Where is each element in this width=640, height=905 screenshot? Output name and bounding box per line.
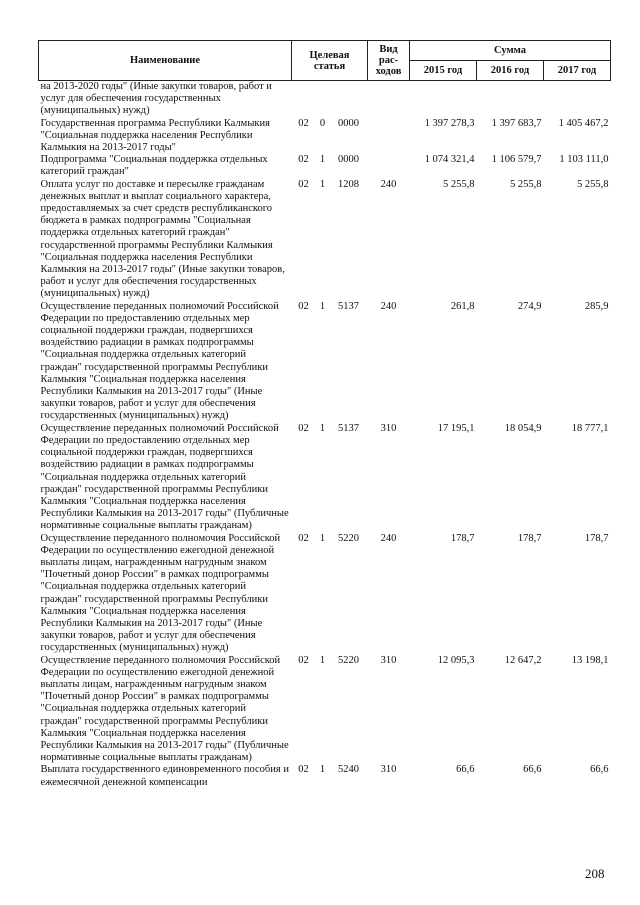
row-expense-type: 240 <box>380 532 397 544</box>
row-amount-2017: 5 255,8 <box>577 178 609 190</box>
row-amount-2017: 66,6 <box>590 764 609 776</box>
row-amount-2017: 285,9 <box>584 300 609 312</box>
row-amount-2015: 5 255,8 <box>443 178 475 190</box>
row-subprogram-code: 1 <box>319 300 326 312</box>
header-sum: Сумма <box>410 41 611 61</box>
row-amount-2017: 18 777,1 <box>571 422 609 434</box>
row-direction-code: 5220 <box>338 532 359 544</box>
row-subprogram-code <box>316 81 330 118</box>
row-program-code: 02 <box>298 154 309 166</box>
row-amount-2016: 12 647,2 <box>504 654 542 666</box>
row-subprogram-code: 1 <box>319 178 326 190</box>
table-row <box>39 764 611 788</box>
row-direction-code: 5240 <box>338 764 359 776</box>
row-expense-type <box>368 118 410 155</box>
table-row <box>39 655 611 765</box>
row-direction-code: 5220 <box>338 654 359 666</box>
row-amount-2015: 1 397 278,3 <box>424 117 475 129</box>
row-program-code: 02 <box>298 300 309 312</box>
row-expense-type: 310 <box>380 654 397 666</box>
row-amount-2017: 13 198,1 <box>571 654 609 666</box>
row-amount-2017: 1 103 111,0 <box>559 154 609 166</box>
table-row <box>39 301 611 423</box>
row-subprogram-code: 1 <box>319 154 326 166</box>
row-program-code <box>292 81 316 118</box>
row-amount-2016: 1 106 579,7 <box>491 154 542 166</box>
header-target-article: Целевая статья <box>292 41 368 81</box>
header-year-2015: 2015 год <box>410 61 477 81</box>
row-name: Выплата государственного единовременного пособия и ежемесячной денежной компенсации <box>40 764 289 788</box>
row-name: Государственная программа Республики Калмыкия "Социальная поддержка населения Республики Калмыкия на 2013-2017 годы" <box>40 117 270 154</box>
table-row <box>39 423 611 533</box>
row-expense-type <box>368 81 410 118</box>
row-direction-code: 1208 <box>338 178 359 190</box>
row-name: на 2013-2020 годы" (Иные закупки товаров, работ и услуг для обеспечения государственных (муниципальных) нужд) <box>40 81 272 117</box>
header-name: Наименование <box>39 41 292 81</box>
row-expense-type <box>368 154 410 178</box>
row-program-code: 02 <box>298 764 309 776</box>
row-direction-code: 5137 <box>338 300 359 312</box>
row-amount-2017 <box>544 81 611 118</box>
row-name: Оплата услуг по доставке и пересылке гражданам денежных выплат и выплат социального характера, предоставляемых за счет средств республиканского бюджета в рамках подпрограммы "Социальная поддержка отдельных категорий граждан" государственной программы Республики Калмыкия "Социальная поддержка населения Республики Калмыкия на 2013-2017 годы" (Иные закупки товаров, работ и услуг для обеспечения государственных (муниципальных) нужд) <box>40 178 285 300</box>
row-direction-code: 0000 <box>338 117 359 129</box>
table-row <box>39 179 611 301</box>
table-row <box>39 533 611 655</box>
row-amount-2016 <box>477 81 544 118</box>
row-amount-2016: 178,7 <box>517 532 542 544</box>
header-expense-type: Вид рас-ходов <box>368 41 410 81</box>
row-amount-2017: 1 405 467,2 <box>558 117 609 129</box>
row-amount-2015: 261,8 <box>450 300 475 312</box>
row-amount-2016: 66,6 <box>523 764 542 776</box>
row-amount-2015: 66,6 <box>456 764 475 776</box>
row-amount-2016: 5 255,8 <box>510 178 542 190</box>
row-subprogram-code: 1 <box>319 764 326 776</box>
row-amount-2017: 178,7 <box>584 532 609 544</box>
header-year-2016: 2016 год <box>477 61 544 81</box>
row-subprogram-code: 1 <box>319 654 326 666</box>
table-row <box>39 81 611 118</box>
row-direction-code <box>330 81 368 118</box>
row-name: Осуществление переданных полномочий Российской Федерации по предоставлению отдельных мер социальной поддержки граждан, подвергшихся воздействию радиации в рамках подпрограммы "Социальная поддержка отдельных категорий граждан" государственной программы Республики Калмыкия "Социальная поддержка населения Республики Калмыкия на 2013-2017 годы" (Публичные нормативные социальные выплаты гражданам) <box>40 422 289 532</box>
row-program-code: 02 <box>298 117 309 129</box>
table-row <box>39 118 611 155</box>
row-expense-type: 240 <box>380 300 397 312</box>
row-program-code: 02 <box>298 178 309 190</box>
row-direction-code: 0000 <box>338 154 359 166</box>
row-direction-code: 5137 <box>338 422 359 434</box>
row-amount-2015: 178,7 <box>450 532 475 544</box>
row-program-code: 02 <box>298 654 309 666</box>
row-name: Осуществление переданных полномочий Российской Федерации по предоставлению отдельных мер социальной поддержки граждан, подвергшихся воздействию радиации в рамках подпрограммы "Социальная поддержка отдельных категорий граждан" государственной программы Республики Калмыкия "Социальная поддержка населения Республики Калмыкия на 2013-2017 годы" (Иные закупки товаров, работ и услуг для обеспечения государственных (муниципальных) нужд) <box>40 300 279 422</box>
row-amount-2015: 17 195,1 <box>437 422 475 434</box>
row-name: Подпрограмма "Социальная поддержка отдельных категорий граждан" <box>40 154 268 178</box>
row-expense-type: 240 <box>380 178 397 190</box>
page-number: 208 <box>585 866 605 881</box>
row-name: Осуществление переданного полномочия Российской Федерации по осуществлению ежегодной денежной выплаты лицам, награжденным нагрудным знаком "Почетный донор России" в рамках подпрограммы "Социальная поддержка отдельных категорий граждан" государственной программы Республики Калмыкия "Социальная поддержка населения Республики Калмыкия на 2013-2017 годы" (Публичные нормативные социальные выплаты гражданам) <box>40 654 289 764</box>
row-name: Осуществление переданного полномочия Российской Федерации по осуществлению ежегодной денежной выплаты лицам, награжденным нагрудным знаком "Почетный донор России" в рамках подпрограммы "Социальная поддержка отдельных категорий граждан" государственной программы Республики Калмыкия "Социальная поддержка населения Республики Калмыкия на 2013-2017 годы" (Иные закупки товаров, работ и услуг для обеспечения государственных (муниципальных) нужд) <box>40 532 281 654</box>
row-amount-2016: 274,9 <box>517 300 542 312</box>
row-subprogram-code: 1 <box>319 532 326 544</box>
row-program-code: 02 <box>298 532 309 544</box>
row-subprogram-code: 1 <box>319 422 326 434</box>
row-program-code: 02 <box>298 422 309 434</box>
budget-table <box>38 40 611 789</box>
row-expense-type: 310 <box>380 764 397 776</box>
row-amount-2015 <box>410 81 477 118</box>
row-expense-type: 310 <box>380 422 397 434</box>
header-year-2017: 2017 год <box>544 61 611 81</box>
row-amount-2015: 12 095,3 <box>437 654 475 666</box>
row-amount-2016: 1 397 683,7 <box>491 117 542 129</box>
table-row <box>39 154 611 178</box>
row-subprogram-code: 0 <box>319 117 326 129</box>
row-amount-2016: 18 054,9 <box>504 422 542 434</box>
row-amount-2015: 1 074 321,4 <box>424 154 475 166</box>
document-page <box>38 40 610 789</box>
